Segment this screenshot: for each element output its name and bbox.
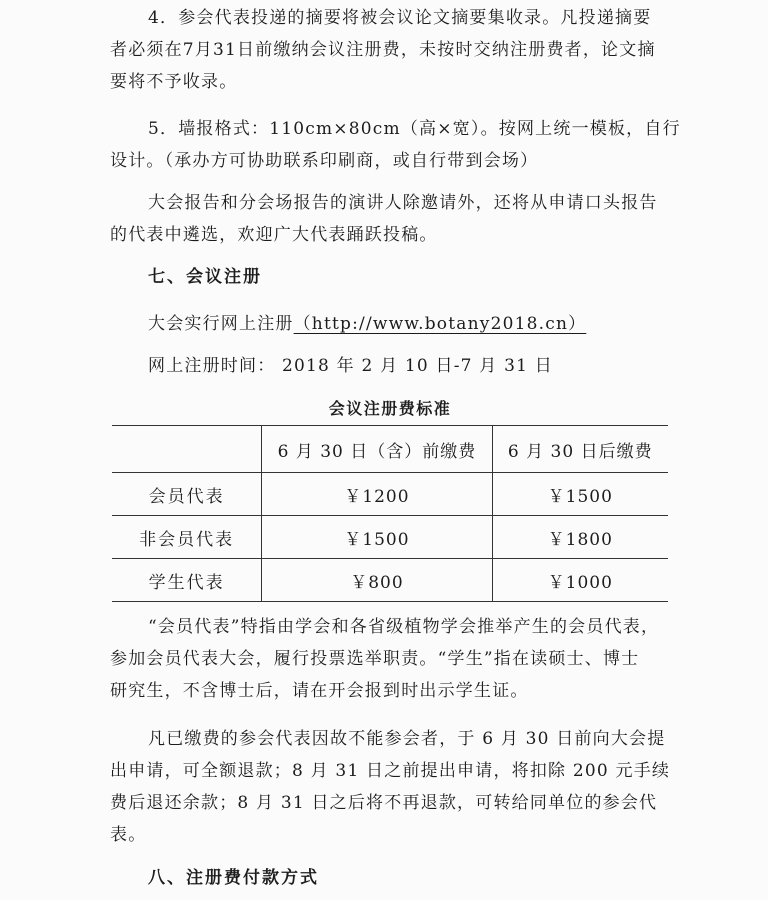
registration-url-link[interactable]: （http://www.botany2018.cn） — [293, 314, 587, 334]
refund-note-line-1: 凡已缴费的参会代表因故不能参会者，于 6 月 30 日前向大会提 — [148, 729, 666, 749]
speakers-paragraph — [110, 187, 670, 251]
section-8-heading-text: 八、注册费付款方式 — [148, 868, 319, 888]
late-fee-cell: ￥1800 — [492, 516, 668, 559]
row-label: 会员代表 — [112, 473, 262, 516]
speakers-line-2: 的代表中遴选，欢迎广大代表踊跃投稿。 — [110, 225, 438, 245]
section-7-heading-text: 七、会议注册 — [148, 267, 262, 287]
table-row — [112, 516, 668, 559]
section-7-heading — [110, 261, 670, 293]
fee-table — [112, 425, 668, 602]
online-registration-content — [110, 308, 670, 340]
item-5-line-1: 5．墙报格式：110cm×80cm（高×宽）。按网上统一模板，自行 — [148, 119, 681, 139]
registration-time-text: 网上注册时间： 2018 年 2 月 10 日-7 月 31 日 — [148, 356, 553, 376]
table-row — [112, 559, 668, 602]
early-fee-cell: ￥800 — [262, 559, 492, 602]
section-8-heading — [110, 862, 670, 894]
row-label: 学生代表 — [112, 559, 262, 602]
item-5-line-2: 设计。（承办方可协助联系印刷商，或自行带到会场） — [110, 151, 539, 171]
item-5-paragraph — [110, 113, 681, 177]
registration-time-line — [110, 350, 670, 382]
speakers-line-1: 大会报告和分会场报告的演讲人除邀请外，还将从申请口头报告 — [148, 193, 658, 213]
fee-table-header-late: 6 月 30 日后缴费 — [492, 426, 668, 473]
refund-note-line-4: 表。 — [110, 825, 147, 845]
fee-table-header-empty — [112, 426, 262, 473]
refund-paragraph — [110, 723, 670, 851]
member-note-line-2: 参加会员代表大会，履行投票选举职责。“学生”指在读硕士、博士 — [110, 649, 640, 669]
late-fee-cell: ￥1000 — [492, 559, 668, 602]
online-registration-line — [110, 308, 670, 340]
online-registration-text: 大会实行网上注册 — [148, 314, 294, 334]
fee-table-header-early: 6 月 30 日（含）前缴费 — [262, 426, 492, 473]
late-fee-cell: ￥1500 — [492, 473, 668, 516]
member-note-line-3: 研究生，不含博士后，请在开会报到时出示学生证。 — [110, 681, 529, 701]
refund-note-line-2: 出申请，可全额退款；8 月 31 日之前提出申请，将扣除 200 元手续 — [110, 761, 671, 781]
item-4-paragraph — [110, 2, 670, 98]
item-4-line-2: 者必须在7月31日前缴纳会议注册费，未按时交纳注册费者，论文摘 — [110, 40, 656, 60]
member-definition-paragraph — [110, 611, 670, 707]
item-4-line-1: 4．参会代表投递的摘要将被会议论文摘要集收录。凡投递摘要 — [148, 8, 652, 28]
member-note-line-1: “会员代表”特指由学会和各省级植物学会推举产生的会员代表， — [148, 617, 660, 637]
item-4-line-3: 要将不予收录。 — [110, 72, 238, 92]
early-fee-cell: ￥1200 — [262, 473, 492, 516]
fee-table-caption: 会议注册费标准 — [328, 399, 452, 418]
early-fee-cell: ￥1500 — [262, 516, 492, 559]
refund-note-line-3: 费后退还余款；8 月 31 日之后将不再退款，可转给同单位的参会代 — [110, 793, 658, 813]
row-label: 非会员代表 — [112, 516, 262, 559]
fee-table-header-row — [112, 426, 668, 473]
table-row — [112, 473, 668, 516]
